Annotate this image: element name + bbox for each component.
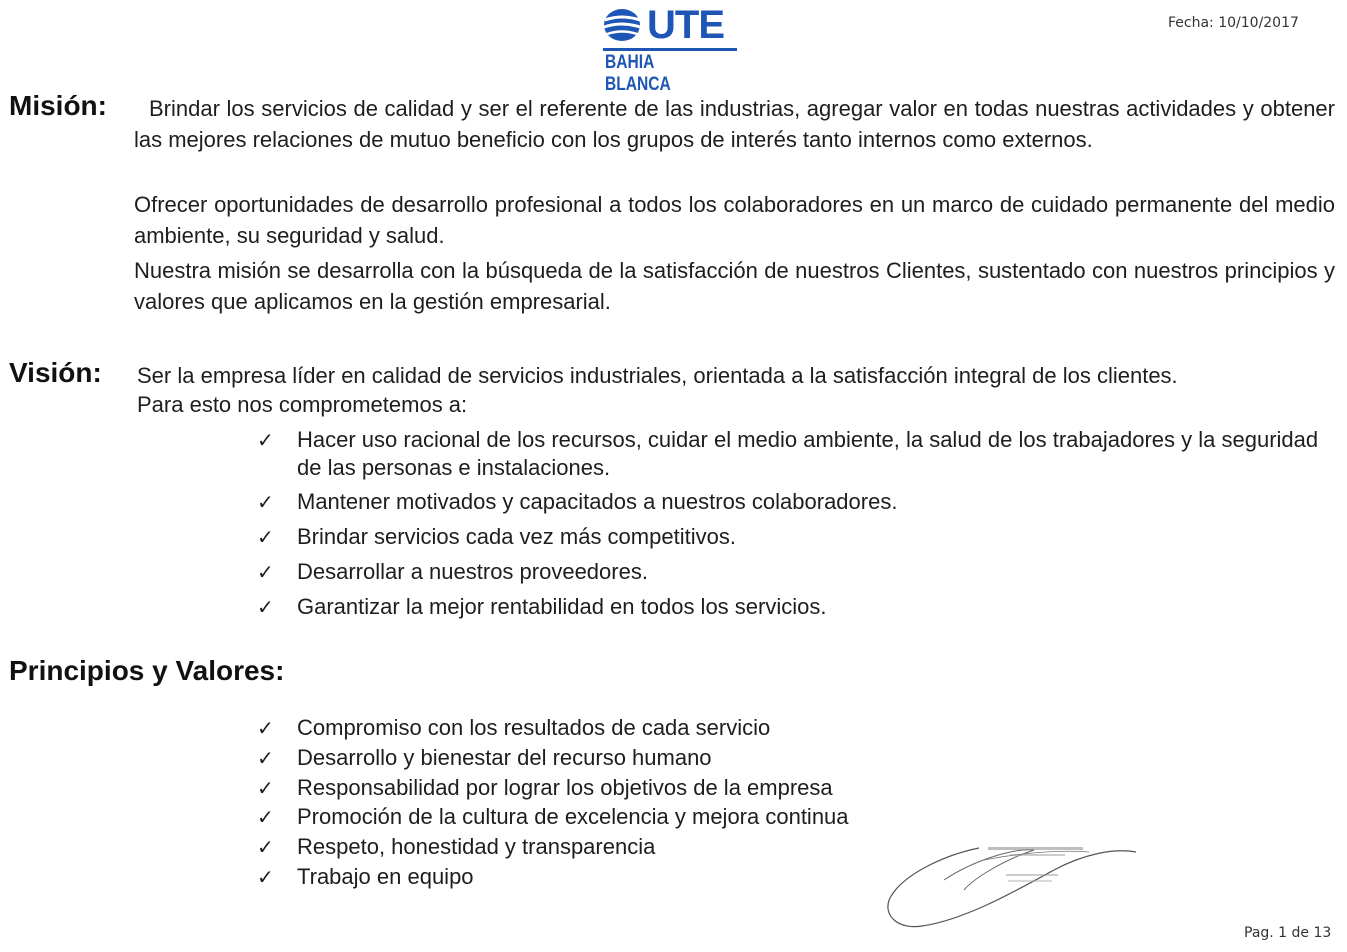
principio-text: Compromiso con los resultados de cada servicio bbox=[297, 715, 771, 740]
commitment-text: Desarrollar a nuestros proveedores. bbox=[297, 559, 648, 584]
principio-text: Respeto, honestidad y transparencia bbox=[297, 834, 656, 859]
checkmark-icon: ✓ bbox=[257, 776, 274, 800]
principio-item bbox=[257, 744, 1327, 772]
mision-heading: Misión: bbox=[9, 90, 107, 121]
mision-paragraph-2: Ofrecer oportunidades de desarrollo profesional a todos los colaboradores en un marco de cuidado permanente del medio ambiente, su seguridad y salud. bbox=[134, 192, 1335, 248]
principio-text: Responsabilidad por lograr los objetivos de la empresa bbox=[297, 775, 833, 800]
checkmark-icon: ✓ bbox=[257, 835, 274, 859]
principio-item bbox=[257, 833, 1327, 861]
document-date: Fecha: 10/10/2017 bbox=[1168, 15, 1299, 31]
commitment-item bbox=[257, 523, 1327, 551]
checkmark-icon: ✓ bbox=[257, 595, 274, 619]
ute-globe-icon bbox=[603, 8, 641, 42]
checkmark-icon: ✓ bbox=[257, 716, 274, 740]
checkmark-icon: ✓ bbox=[257, 525, 274, 549]
checkmark-icon: ✓ bbox=[257, 865, 274, 889]
principio-item bbox=[257, 774, 1327, 802]
checkmark-icon: ✓ bbox=[257, 560, 274, 584]
mision-paragraph-3: Nuestra misión se desarrolla con la búsqueda de la satisfacción de nuestros Clientes, sustentado con nuestros principios y valores que aplicamos en la gestión empresarial. bbox=[134, 258, 1335, 314]
mision-paragraph-1: Brindar los servicios de calidad y ser el referente de las industrias, agregar valor en todas nuestras actividades y obtener las mejores relaciones de mutuo beneficio con los grupos de interés tanto internos como externos. bbox=[134, 96, 1335, 152]
commitment-item bbox=[257, 593, 1327, 621]
principios-heading: Principios y Valores: bbox=[9, 655, 285, 686]
checkmark-icon: ✓ bbox=[257, 428, 274, 452]
principio-text: Promoción de la cultura de excelencia y mejora continua bbox=[297, 804, 849, 829]
commitment-item bbox=[257, 488, 1327, 516]
vision-heading: Visión: bbox=[9, 357, 102, 388]
principio-item bbox=[257, 863, 1327, 891]
vision-statement: Ser la empresa líder en calidad de servicios industriales, orientada a la satisfacción integral de los clientes. bbox=[137, 363, 1178, 388]
signature-icon bbox=[884, 830, 1144, 940]
checkmark-icon: ✓ bbox=[257, 490, 274, 514]
commitment-item bbox=[257, 558, 1327, 586]
vision-commitment-intro: Para esto nos comprometemos a: bbox=[137, 392, 468, 417]
commitment-text: Hacer uso racional de los recursos, cuidar el medio ambiente, la salud de los trabajadores y la seguridad de las personas e instalaciones. bbox=[297, 427, 1319, 480]
company-logo bbox=[603, 3, 739, 95]
logo-brand-text: UTE bbox=[647, 3, 724, 47]
principio-text: Trabajo en equipo bbox=[297, 864, 474, 889]
checkmark-icon: ✓ bbox=[257, 805, 274, 829]
page-number: Pag. 1 de 13 bbox=[1244, 925, 1332, 941]
commitment-text: Garantizar la mejor rentabilidad en todos los servicios. bbox=[297, 594, 827, 619]
principio-text: Desarrollo y bienestar del recurso humano bbox=[297, 745, 712, 770]
principio-item bbox=[257, 714, 1327, 742]
principio-item bbox=[257, 803, 1327, 831]
commitment-text: Mantener motivados y capacitados a nuestros colaboradores. bbox=[297, 489, 898, 514]
logo-subtitle: BAHIA BLANCA bbox=[605, 52, 671, 95]
checkmark-icon: ✓ bbox=[257, 746, 274, 770]
commitment-text: Brindar servicios cada vez más competitivos. bbox=[297, 524, 736, 549]
logo-underline bbox=[603, 48, 737, 51]
commitment-item bbox=[257, 426, 1327, 482]
